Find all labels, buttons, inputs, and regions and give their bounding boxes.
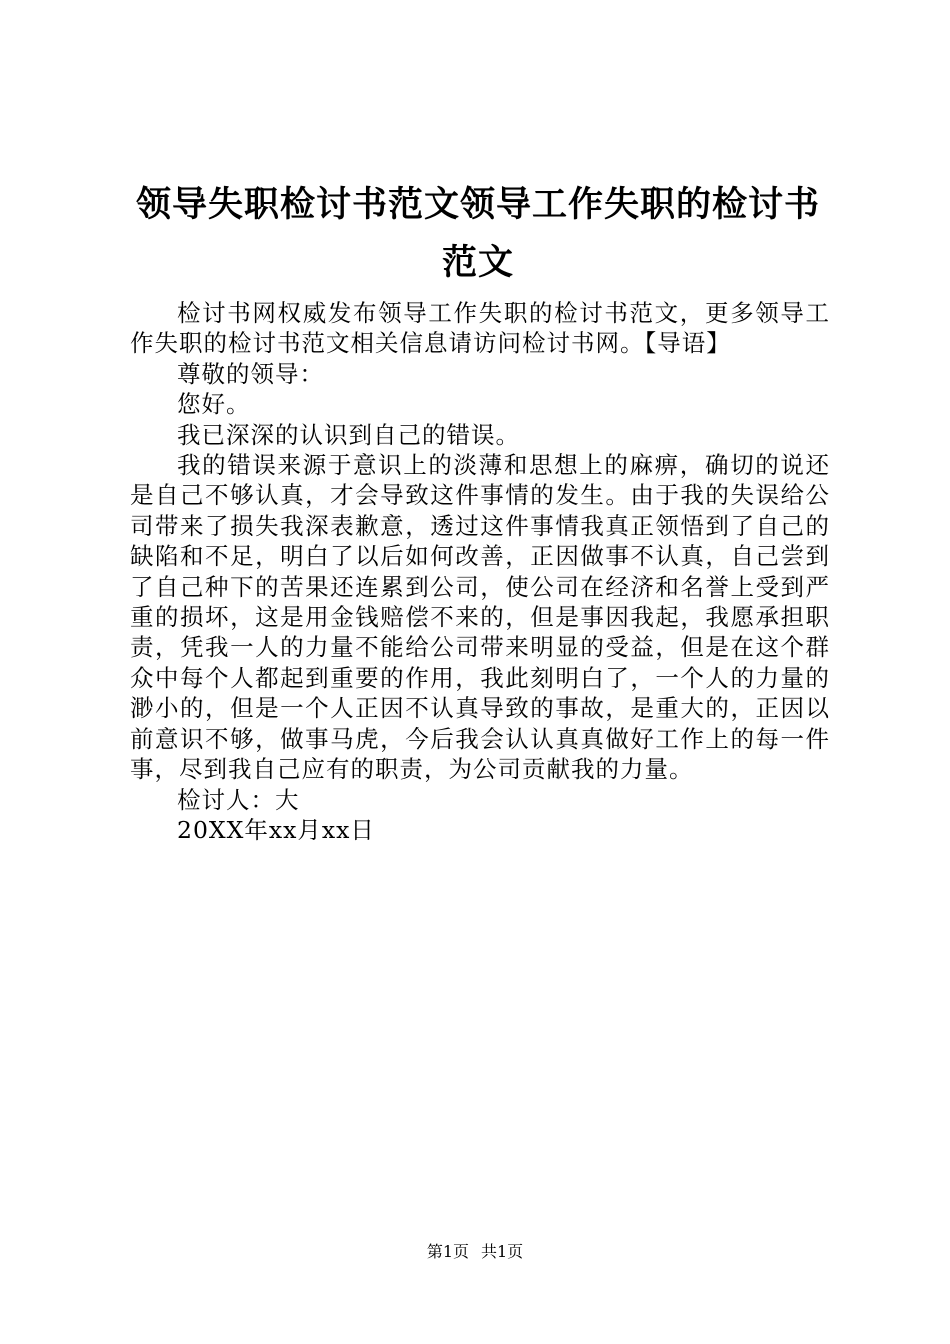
greeting: 您好。 bbox=[177, 390, 251, 419]
intro-paragraph: 检讨书网权威发布领导工作失职的检讨书范文，更多领导工作失职的检讨书范文相关信息请访问检讨书网。【导语】 bbox=[130, 299, 830, 358]
page-footer bbox=[0, 1241, 950, 1263]
date-line: 20XX年xx月xx日 bbox=[177, 815, 375, 844]
signature-line: 检讨人：大 bbox=[177, 785, 300, 814]
opening-statement: 我已深深的认识到自己的错误。 bbox=[177, 420, 520, 449]
document-title: 领导失职检讨书范文领导工作失职的检讨书范文 bbox=[135, 184, 820, 283]
document-body bbox=[130, 298, 830, 845]
main-paragraph: 我的错误来源于意识上的淡薄和思想上的麻痹，确切的说还是自己不够认真，才会导致这件事情的发生。由于我的失误给公司带来了损失我深表歉意，透过这件事情我真正领悟到了自己的缺陷和不足，明白了以后如何改善，正因做事不认真，自己尝到了自己种下的苦果还连累到公司，使公司在经济和名誉上受到严重的损坏，这是用金钱赔偿不来的，但是事因我起，我愿承担职责，凭我一人的力量不能给公司带来明显的受益，但是在这个群众中每个人都起到重要的作用，我此刻明白了，一个人的力量的渺小的，但是一个人正因不认真导致的事故，是重大的，正因以前意识不够，做事马虎，今后我会认认真真做好工作上的每一件事，尽到我自己应有的职责，为公司贡献我的力量。 bbox=[130, 451, 830, 784]
salutation: 尊敬的领导： bbox=[177, 359, 324, 388]
page-count: 共1页 bbox=[481, 1242, 524, 1261]
page-number: 第1页 bbox=[426, 1242, 469, 1261]
